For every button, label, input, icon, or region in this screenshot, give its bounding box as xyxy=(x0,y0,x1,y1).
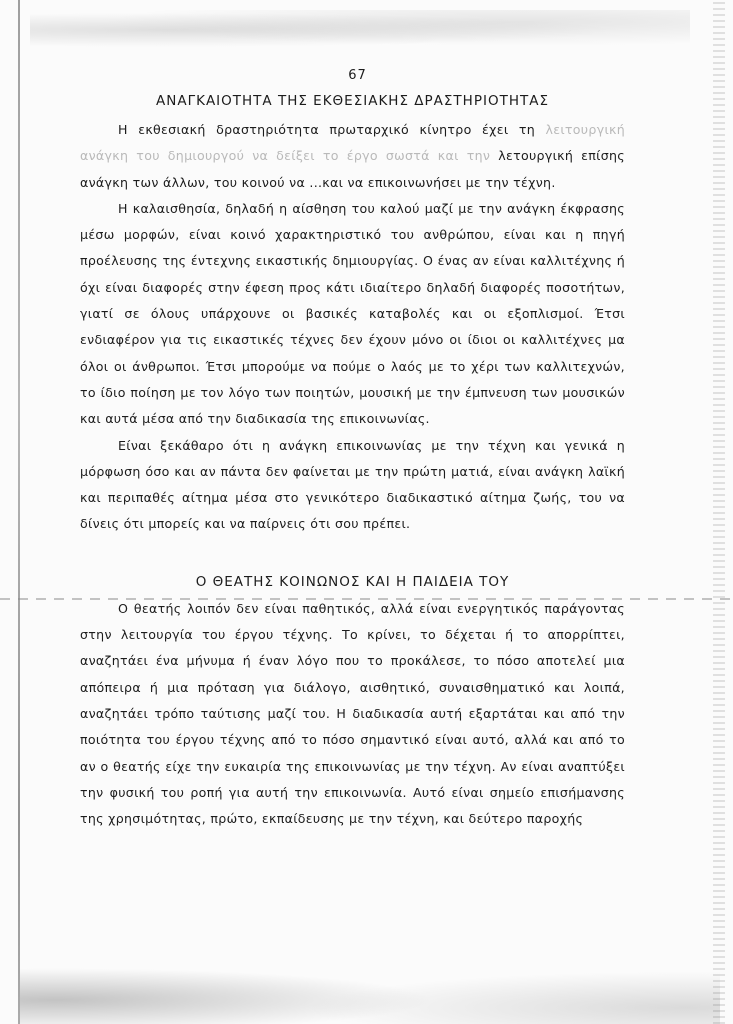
section-heading-viewer: Ο ΘΕΑΤΗΣ ΚΟΙΝΩΝΟΣ ΚΑΙ Η ΠΑΙΔΕΙΑ ΤΟΥ xyxy=(195,573,510,590)
scan-right-edge xyxy=(713,0,725,1024)
scan-left-edge xyxy=(18,0,20,1024)
paragraph-1 xyxy=(80,117,625,196)
paragraph-4: Ο θεατής λοιπόν δεν είναι παθητικός, αλλά είναι ενεργητικός παράγοντας στην λειτουργία του έργου τέχνης. Το κρίνει, το δέχεται ή το απορρίπτει, αναζητάει ένα μήνυμα ή έναν λόγο που το προκάλεσε, το πόσο αποτελεί μια απόπειρα ή μια πρόταση για διάλογο, αισθητικό, συναισθηματικό και λοιπά, αναζητάει τρόπο ταύτισης μαζί του. Η διαδικασία αυτή εξαρτάται και από την ποιότητα του έργου τέχνης από το πόσο σημαντικό είναι αυτό, αλλά και από το αν ο θεατής είχε την ευκαιρία της επικοινωνίας με την τέχνη. Αν είναι αναπτύξει την φυσική του ροπή για αυτή την επικοινωνία. Αυτό είναι σημείο επισήμανσης της χρησιμότητας, πρώτο, εκπαίδευσης με την τέχνη, και δεύτερο παροχής xyxy=(80,600,625,827)
page-number: 67 xyxy=(348,68,367,83)
scan-bottom-noise xyxy=(20,944,720,1024)
paragraph-3: Είναι ξεκάθαρο ότι η ανάγκη επικοινωνίας με την τέχνη και γενικά η μόρφωση όσο και αν πάντα δεν φαίνεται με την πρώτη ματιά, είναι ανάγκη λαϊκή και περιπαθές αίτημα μέσα στο γενικότερο διαδικαστικό αίτημα ζωής, του να δίνεις ότι μπορείς και να παίρνεις ότι σου πρέπει. xyxy=(80,437,625,532)
scan-top-noise xyxy=(30,10,690,50)
paragraph-1-rest: λετουργική επίσης ανάγκη των άλλων, του κοινού να ...και να επικοινωνήσει με την τέχνη. xyxy=(80,148,625,190)
paragraph-1-faded-line: λειτουργική ανάγκη του δημιουργού να δείξει το έργο σωστά και την xyxy=(80,122,626,164)
page-content xyxy=(80,68,625,832)
paragraph-2: Η καλαισθησία, δηλαδή η αίσθηση του καλού μαζί με την ανάγκη έκφρασης μέσω μορφών, είναι κοινό χαρακτηριστικό του ανθρώπου, είναι και η πηγή προέλευσης της έντεχνης εικαστικής δημιουργίας. Ο ένας αν είναι καλλιτέχνης ή όχι είναι διαφορές στην έφεση προς κάτι ιδιαίτερο δηλαδή διαφορές ποσοτήτων, γιατί σε όλους υπάρχουνε οι βασικές καταβολές και οι εξοπλισμοί. Έτσι ενδιαφέρον για τις εικαστικές τέχνες δεν έχουν μόνο οι ίδιοι οι καλλιτέχνες μα όλοι οι άνθρωποι. Έτσι μπορούμε να πούμε ο λαός με το χέρι των καλλιτεχνών, το ίδιο ποίηση με τον λόγο των ποιητών, μουσική με την έμπνευση των μουσικών και αυτά μέσα από την διαδικασία της επικοινωνίας. xyxy=(80,200,625,427)
section-heading-exhibition: ΑΝΑΓΚΑΙΟΤΗΤΑ ΤΗΣ ΕΚΘΕΣΙΑΚΗΣ ΔΡΑΣΤΗΡΙΟΤΗΤΑΣ xyxy=(156,93,549,109)
paragraph-1-line-1: Η εκθεσιακή δραστηριότητα πρωταρχικό κίνητρο έχει τη xyxy=(118,122,536,137)
